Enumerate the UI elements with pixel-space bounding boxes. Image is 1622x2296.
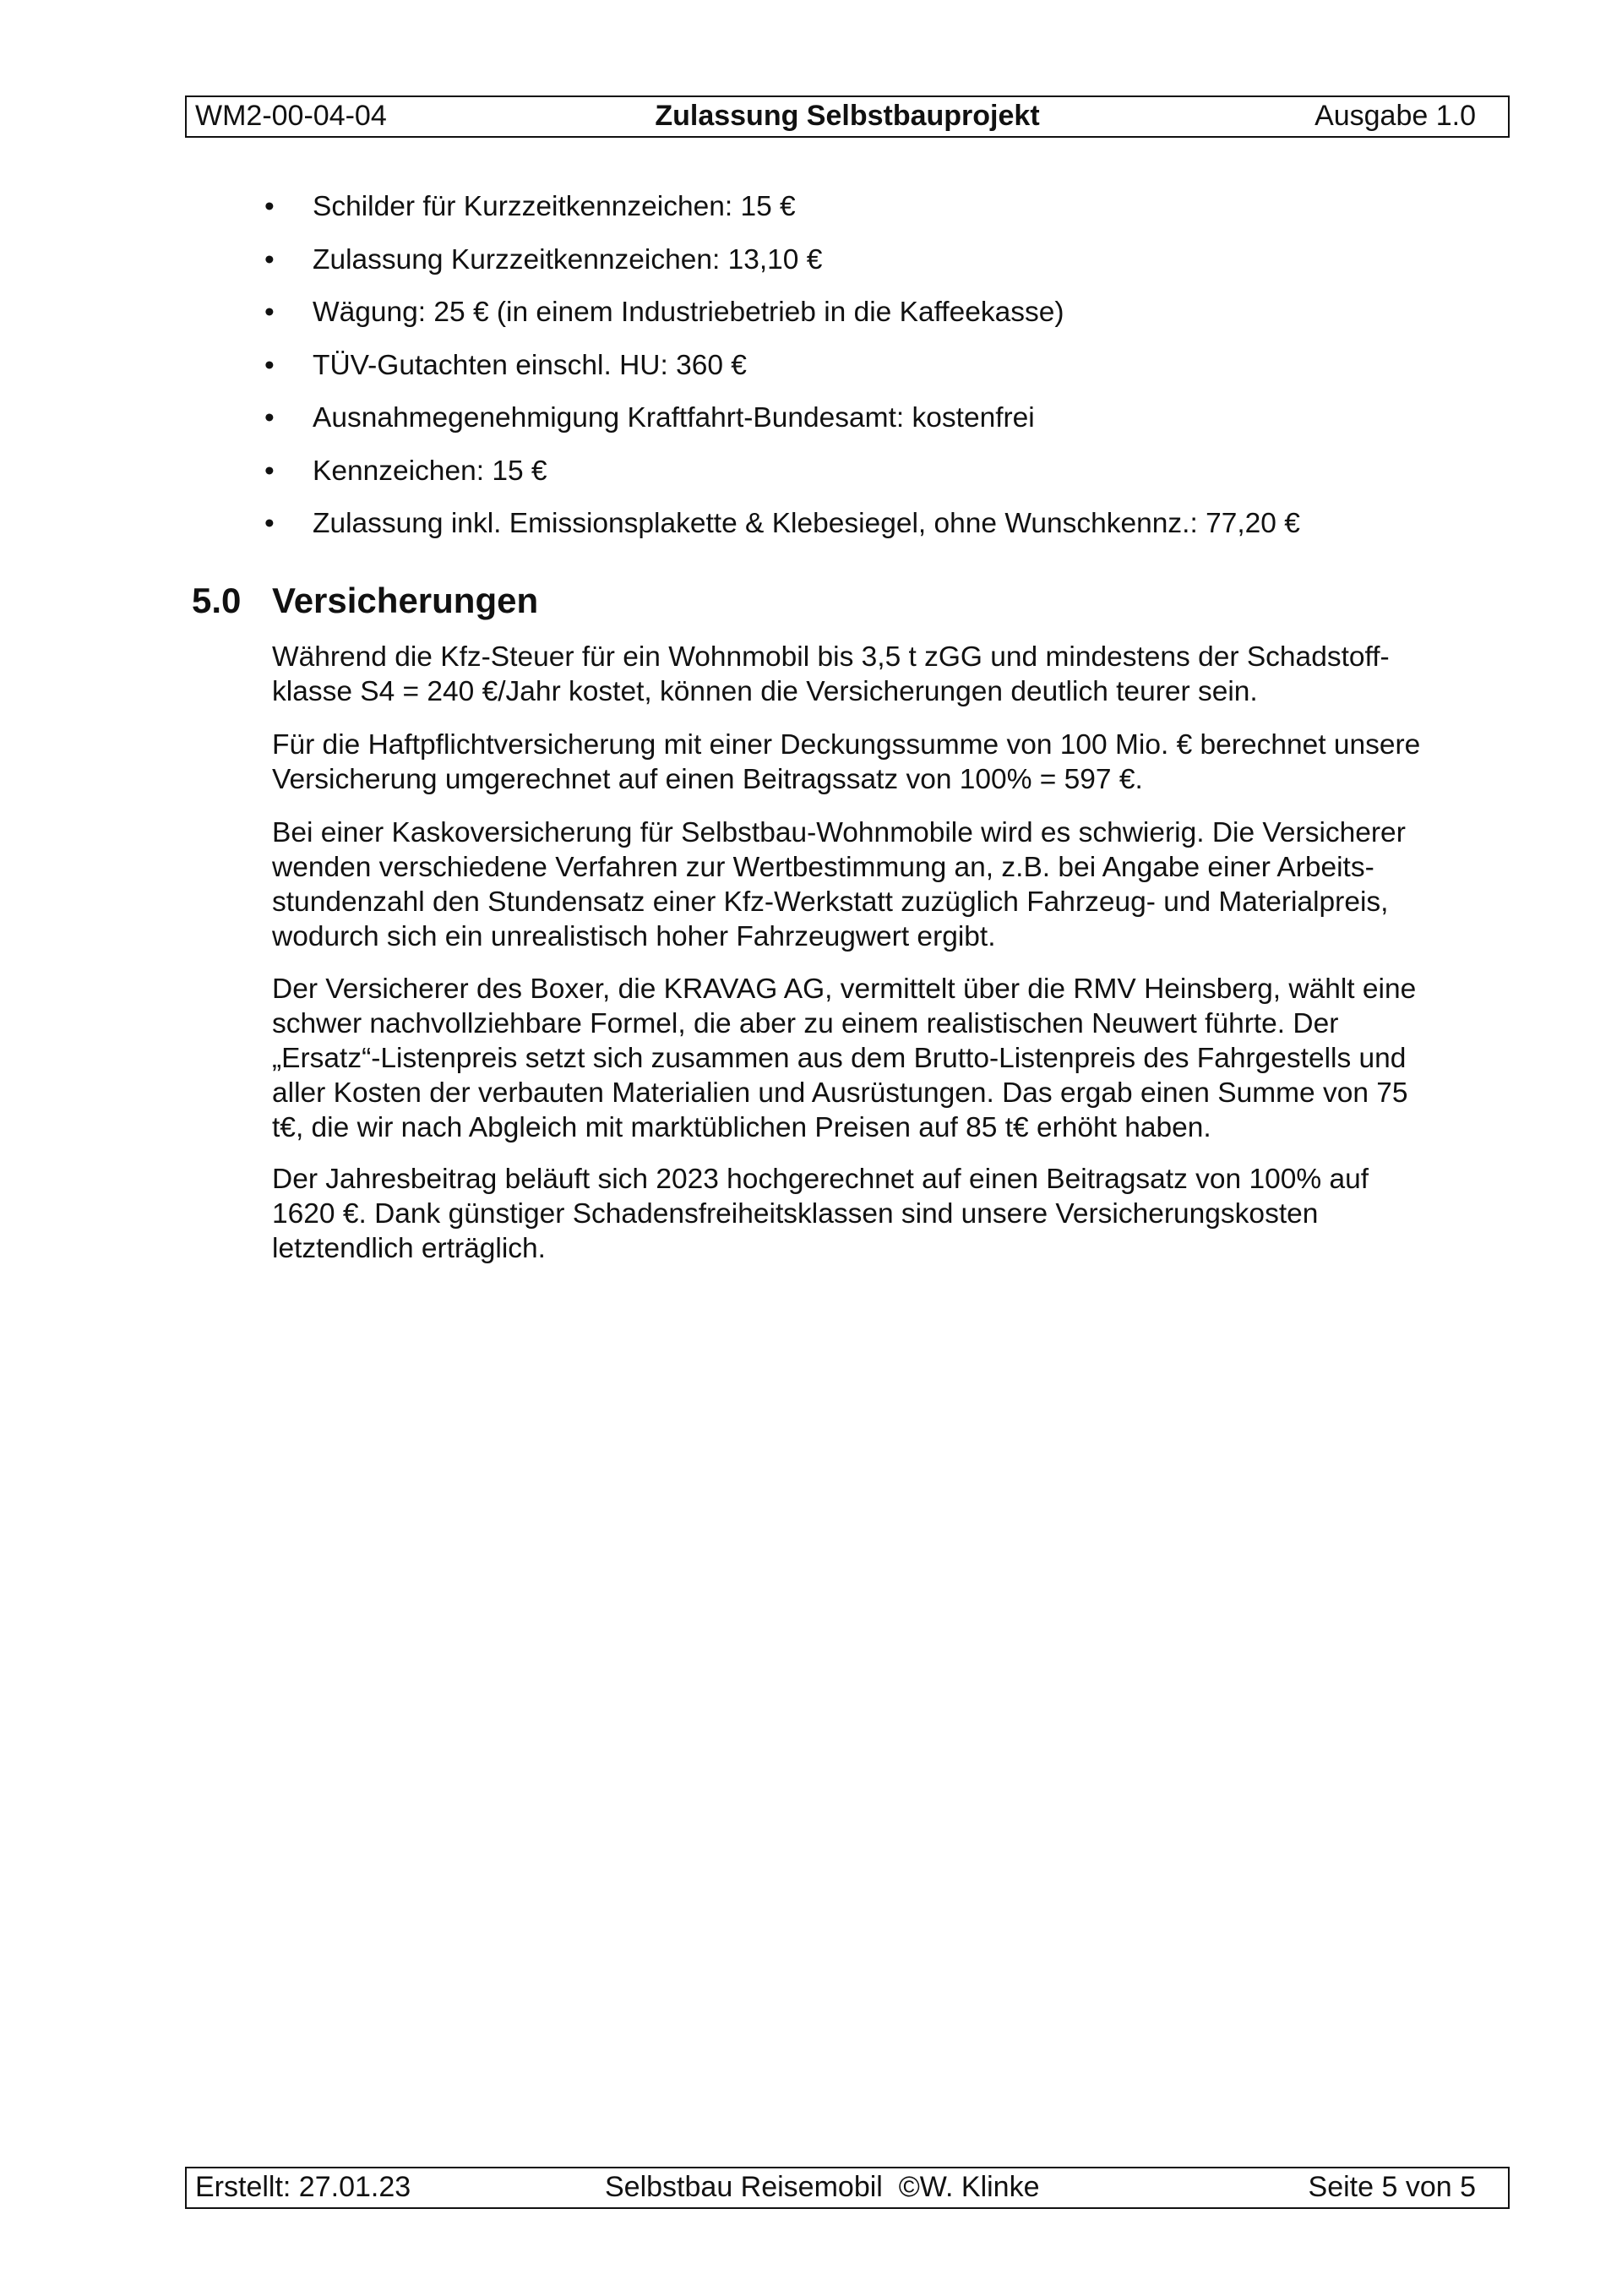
paragraph-insurer: Der Versicherer des Boxer, die KRAVAG AG, vermittelt über die RMV Heinsberg, wählt eine schwer nachvollziehbare Formel, die aber zu einem realistischen Neuwert führte. Der „Ersatz“-Listenpreis setzt sich zusammen aus dem Brutto-Listenpreis des Fahrgestells und aller Kosten der verbauten Materialien und Ausrüstungen. Das ergab einen Summe von 75 t€, die wir nach Abgleich mit marktüblichen Preisen auf 85 t€ erhöht haben. <box>272 973 1417 1143</box>
header-edition: Ausgabe 1.0 <box>1314 100 1476 132</box>
bullet-icon: • <box>264 297 275 328</box>
footer-copyright: Selbstbau Reisemobil ©W. Klinke <box>605 2171 1040 2203</box>
list-item: • Kennzeichen: 15 € <box>264 455 547 487</box>
list-item: • TÜV-Gutachten einschl. HU: 360 € <box>264 349 747 381</box>
list-item: • Zulassung Kurzzeitkennzeichen: 13,10 € <box>264 243 823 275</box>
header-title: Zulassung Selbstbauprojekt <box>655 100 1040 132</box>
page-header <box>185 95 1510 138</box>
header-doc-id: WM2-00-04-04 <box>195 100 387 132</box>
footer-created-date: Erstellt: 27.01.23 <box>195 2171 411 2203</box>
paragraph-annual-fee: Der Jahresbeitrag beläuft sich 2023 hochgerechnet auf einen Beitragsatz von 100% auf 1620 €. Dank günstiger Schadensfreiheitsklassen sind unsere Versicherungskosten letztendlich erträglich. <box>272 1164 1369 1264</box>
paragraph-tax: Während die Kfz-Steuer für ein Wohnmobil bis 3,5 t zGG und mindestens der Schadstoff- klasse S4 = 240 €/Jahr kostet, können die Versicherungen deutlich teurer sein. <box>272 641 1390 707</box>
paragraph-liability: Für die Haftpflichtversicherung mit einer Deckungssumme von 100 Mio. € berechnet unsere Versicherung umgerechnet auf einen Beitragssatz von 100% = 597 €. <box>272 729 1421 795</box>
bullet-icon: • <box>264 191 275 222</box>
bullet-icon: • <box>264 508 275 539</box>
list-item: • Zulassung inkl. Emissionsplakette & Klebesiegel, ohne Wunschkennz.: 77,20 € <box>264 508 1300 539</box>
list-item: • Ausnahmegenehmigung Kraftfahrt-Bundesamt: kostenfrei <box>264 402 1035 434</box>
list-item: • Schilder für Kurzzeitkennzeichen: 15 € <box>264 191 796 222</box>
section-number: 5.0 <box>192 581 242 620</box>
bullet-icon: • <box>264 455 275 487</box>
bullet-icon: • <box>264 243 275 275</box>
page-footer <box>185 2167 1510 2209</box>
section-heading <box>192 580 538 622</box>
section-title: Versicherungen <box>272 581 539 620</box>
list-item: • Wägung: 25 € (in einem Industriebetrieb in die Kaffeekasse) <box>264 297 1064 328</box>
footer-page-number: Seite 5 von 5 <box>1308 2171 1476 2203</box>
bullet-icon: • <box>264 349 275 381</box>
paragraph-comprehensive: Bei einer Kaskoversicherung für Selbstbau-Wohnmobile wird es schwierig. Die Versicherer wenden verschiedene Verfahren zur Wertbestimmung an, z.B. bei Angabe einer Arbeits- stundenzahl den Stundensatz einer Kfz-Werkstatt zuzüglich Fahrzeug- und Materialpreis, wodurch sich ein unrealistisch hoher Fahrzeugwert ergibt. <box>272 817 1406 952</box>
cost-list <box>264 190 1300 560</box>
bullet-icon: • <box>264 402 275 434</box>
